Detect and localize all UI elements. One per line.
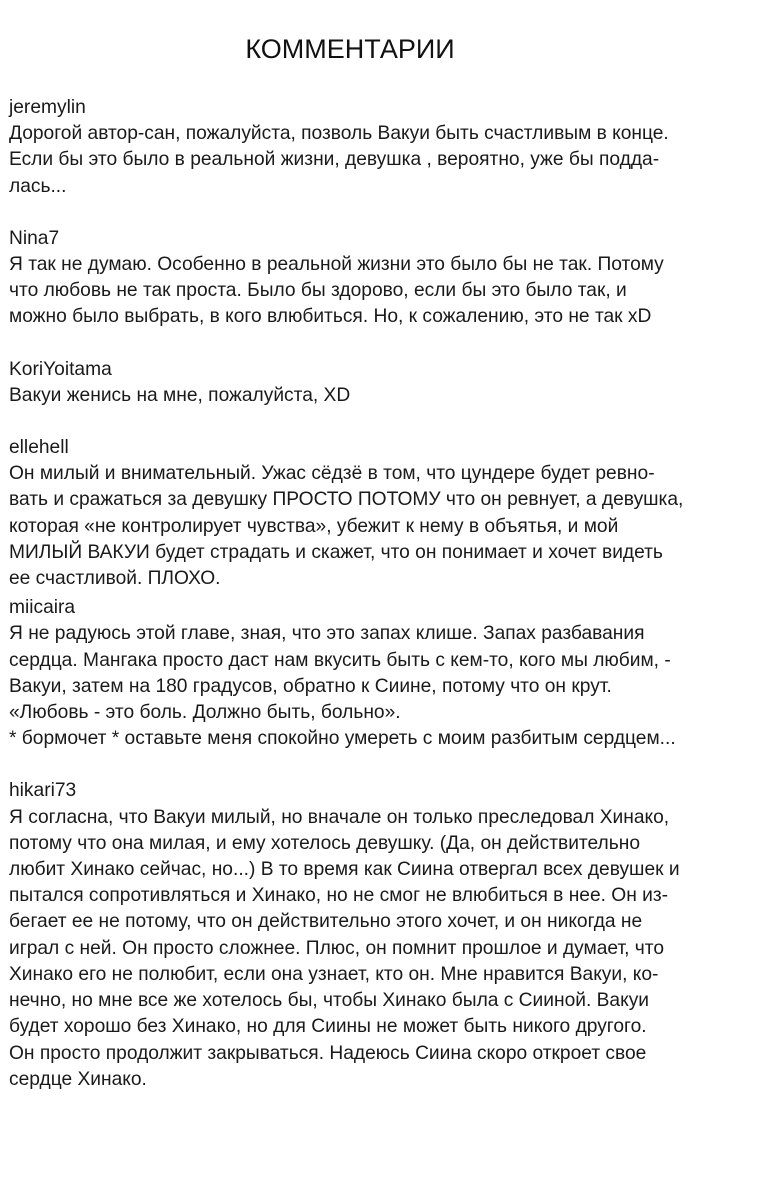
comment-hikari73 xyxy=(9,778,764,1092)
comment-text-line: пытался сопротивляться и Хинако, но не смог не влюбиться в нее. Он из- xyxy=(9,885,669,907)
comment-text-line: * бормочет * оставьте меня спокойно умереть с моим разбитым сердцем... xyxy=(9,728,676,750)
comment-text-line: которая «не контролирует чувства», убежит к нему в объятья, и мой xyxy=(9,515,619,537)
comment-text-line: Он милый и внимательный. Ужас сёдзё в том, что цундере будет ревно- xyxy=(9,463,655,485)
comment-nina7 xyxy=(9,226,764,331)
comment-text-line: бегает ее не потому, что он действительно этого хочет, и он никогда не xyxy=(9,911,643,933)
comment-text-line: Вакуи женись на мне, пожалуйста, XD xyxy=(9,384,351,406)
comment-text-line: нечно, но мне все же хотелось бы, чтобы Хинако была с Сииной. Вакуи xyxy=(9,990,650,1012)
comment-text-line: сердце Хинако. xyxy=(9,1068,147,1090)
page-title: КОММЕНТАРИИ xyxy=(245,34,455,64)
comment-author: KoriYoitama xyxy=(9,358,112,380)
comment-author: hikari73 xyxy=(9,780,77,802)
comment-author: jeremylin xyxy=(9,97,86,118)
comment-spacer xyxy=(9,200,764,226)
comment-text-line: сердца. Мангака просто даст нам вкусить быть с кем-то, кого мы любим, - xyxy=(9,649,671,671)
comment-text-line: вать и сражаться за девушку ПРОСТО ПОТОМУ что он ревнует, а девушка, xyxy=(9,489,684,511)
comment-text-line: «Любовь - это боль. Должно быть, больно». xyxy=(9,702,401,724)
comment-text-line: Я так не думаю. Особенно в реальной жизни это было бы не так. Потому xyxy=(9,254,664,276)
comment-text-line: лась... xyxy=(9,175,67,197)
comment-text-line: МИЛЫЙ ВАКУИ будет страдать и скажет, что он понимает и хочет видеть xyxy=(9,541,663,563)
comment-author: Nina7 xyxy=(9,227,60,249)
comments-list xyxy=(9,95,764,1093)
comment-author: miicaira xyxy=(9,597,76,619)
comment-text-line: Я не радуюсь этой главе, зная, что это запах клише. Запах разбавания xyxy=(9,623,645,645)
comment-ellehell xyxy=(9,435,764,592)
comment-text-line: Я согласна, что Вакуи милый, но вначале он только преследовал Хинако, xyxy=(9,806,670,828)
comment-text-line: Хинако его не полюбит, если она узнает, кто он. Мне нравится Вакуи, ко- xyxy=(9,963,659,985)
comment-spacer xyxy=(9,331,764,357)
comment-text-line: ее счастливой. ПЛОХО. xyxy=(9,568,221,590)
comment-jeremylin xyxy=(9,95,764,200)
comment-text-line: Вакуи, затем на 180 градусов, обратно к Сиине, потому что он крут. xyxy=(9,675,612,697)
comment-text-line: что любовь не так проста. Было бы здорово, если бы это было так, и xyxy=(9,280,627,302)
comment-text-line: потому что она милая, и ему хотелось девушку. (Да, он действительно xyxy=(9,832,641,854)
comment-text-line: можно было выбрать, в кого влюбиться. Но, к сожалению, это не так xD xyxy=(9,306,652,328)
comment-koriyoitama xyxy=(9,357,764,409)
comment-text-line: любит Хинако сейчас, но...) В то время как Сиина отвергал всех девушек и xyxy=(9,859,680,881)
comment-miicaira xyxy=(9,595,764,752)
comment-spacer xyxy=(9,752,764,778)
comment-text-line: Он просто продолжит закрываться. Надеюсь Сиина скоро откроет свое xyxy=(9,1042,647,1064)
comment-text-line: Если бы это было в реальной жизни, девушка , вероятно, уже бы подда- xyxy=(9,149,660,171)
comment-text-line: будет хорошо без Хинако, но для Сиины не может быть никого другого. xyxy=(9,1016,647,1038)
comment-spacer xyxy=(9,409,764,435)
comment-text-line: Дорогой автор-сан, пожалуйста, позволь Вакуи быть счастливым в конце. xyxy=(9,123,669,145)
comment-author: ellehell xyxy=(9,437,69,459)
comment-text-line: играл с ней. Он просто сложнее. Плюс, он помнит прошлое и думает, что xyxy=(9,937,665,959)
